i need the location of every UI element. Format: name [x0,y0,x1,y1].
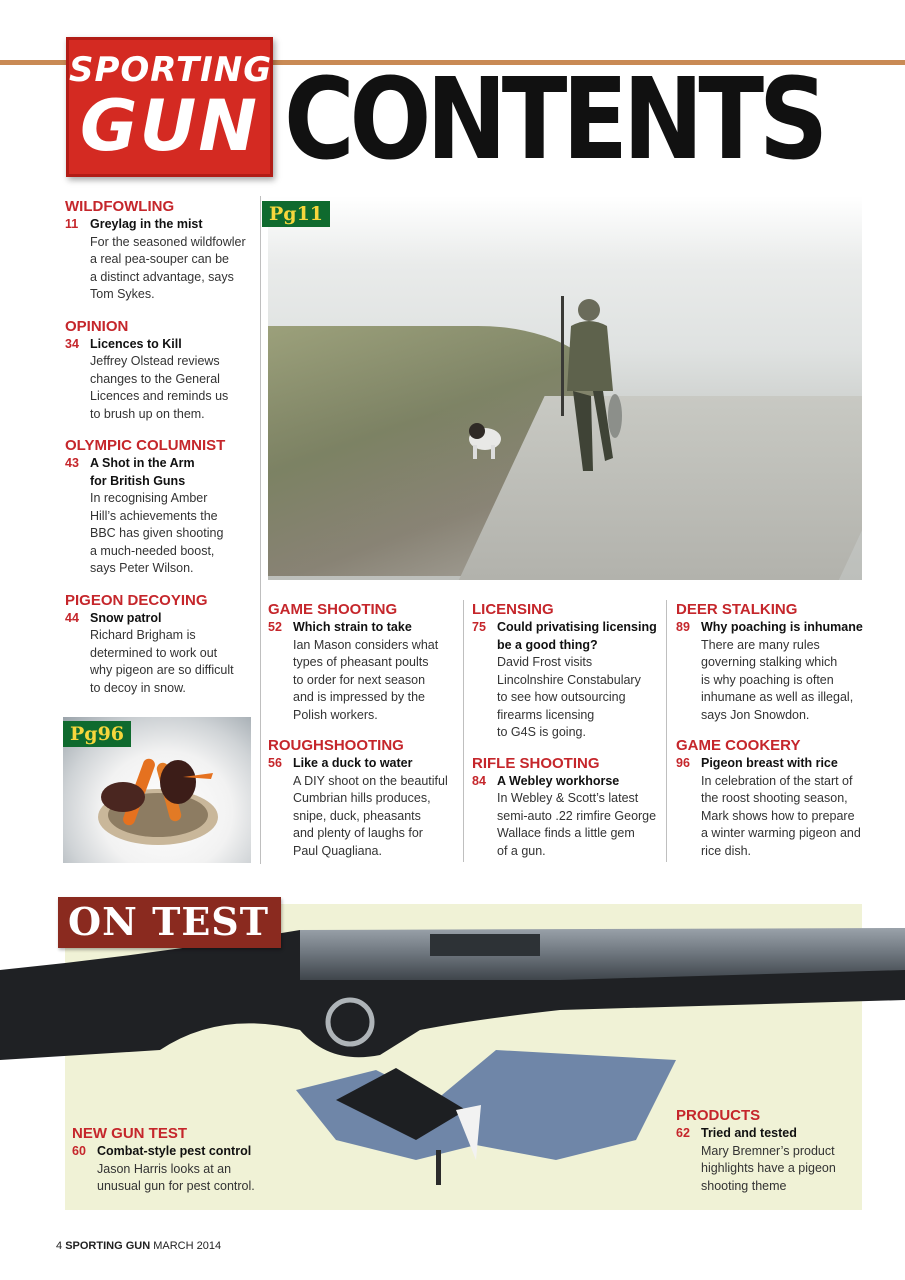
article-description: Lincolnshire Constabulary [497,672,641,687]
divider [260,196,261,864]
article-description: a winter warming pigeon and [701,826,861,840]
article-description: shooting theme [701,1178,787,1193]
contents-entry [65,318,255,424]
left-column [65,198,255,711]
contents-entry [65,437,255,578]
section-heading: PRODUCTS [676,1107,761,1124]
article-description: snipe, duck, pheasants [293,808,421,823]
article-title-line-2: be a good thing? [497,637,598,652]
article-description: Mark shows how to prepare [701,808,855,823]
article-description: BBC has given shooting [90,526,224,540]
logo-line-2: GUN [80,85,259,167]
article-description: Richard Brigham is [90,628,196,642]
article-description: Tom Sykes. [90,287,155,301]
article-description: changes to the General [90,371,220,386]
article-description: David Frost visits [497,655,593,669]
article-title: Why poaching is inhumane [701,620,863,634]
article-description: Cumbrian hills produces, [293,791,431,805]
article-description: rice dish. [701,843,752,858]
magazine-name: SPORTING GUN [65,1240,151,1252]
middle-column-3 [676,601,876,873]
article-description: Polish workers. [293,707,378,722]
article-description: to see how outsourcing [497,690,626,704]
page-number: 84 [472,773,486,788]
article-description: to decoy in snow. [90,680,186,695]
section-heading: LICENSING [472,601,554,618]
article-description: a much-needed boost, [90,543,215,558]
page-number: 43 [65,456,79,470]
section-heading: GAME SHOOTING [268,601,398,618]
article-description: says Jon Snowdon. [701,707,810,722]
article-description: Hill’s achievements the [90,508,218,523]
article-title: Greylag in the mist [90,217,203,231]
article-title-line-2: for British Guns [90,473,186,488]
article-description: determined to work out [90,645,218,660]
article-description: the roost shooting season, [701,791,848,805]
article-description: Mary Bremner’s product [701,1143,835,1158]
article-description: is why poaching is often [701,672,834,687]
contents-entry [72,1125,332,1196]
article-description: a distinct advantage, says [90,269,234,284]
logo-line-1: SPORTING [69,50,273,90]
page-footer [56,1240,221,1252]
article-description: In recognising Amber [90,491,208,505]
article-description: firearms licensing [497,707,595,722]
article-description: Jeffrey Olstead reviews [90,354,220,368]
article-description: governing stalking which [701,655,838,669]
contents-entry [676,737,876,860]
article-description: to G4S is going. [497,725,586,739]
page-number: 75 [472,620,486,634]
divider [666,600,667,862]
section-heading: OLYMPIC COLUMNIST [65,437,226,454]
contents-entry [676,1107,866,1195]
section-heading: RIFLE SHOOTING [472,754,600,772]
article-title: Licences to Kill [90,336,182,351]
article-description: Jason Harris looks at an [97,1161,232,1176]
section-heading: GAME COOKERY [676,737,801,754]
article-description: semi-auto .22 rimfire George [497,808,657,823]
article-description: to order for next season [293,672,426,687]
page-number: 34 [65,336,79,351]
section-heading: OPINION [65,317,129,335]
article-description: highlights have a pigeon [701,1161,836,1175]
page-number: 4 [56,1240,63,1252]
issue-date: MARCH 2014 [153,1240,222,1252]
hunter-figure [553,296,623,476]
article-title: Combat-style pest control [97,1144,252,1158]
page-number: 11 [65,217,79,231]
article-description: Paul Quagliana. [293,843,382,858]
article-title: A Shot in the Arm [90,456,195,470]
contents-entry [268,737,458,860]
article-description: In Webley & Scott’s latest [497,791,639,805]
divider [463,600,464,862]
pigeon-decoy-illustration [296,1050,676,1190]
section-heading: DEER STALKING [676,601,798,618]
contents-entry [472,755,662,861]
page-title: CONTENTS [284,55,824,185]
section-heading: NEW GUN TEST [72,1125,187,1142]
article-description: A DIY shoot on the beautiful [293,773,448,788]
article-description: of a gun. [497,843,546,858]
article-description: inhumane as well as illegal, [701,690,854,704]
article-title: Pigeon breast with rice [701,756,838,770]
article-title: Could privatising licensing [497,620,657,634]
article-description: For the seasoned wildfowler [90,234,246,249]
article-title: Like a duck to water [293,756,413,770]
page-number: 89 [676,620,690,634]
dog-figure [463,421,508,461]
page-number: 56 [268,756,282,770]
article-description: In celebration of the start of [701,773,853,788]
article-description: and is impressed by the [293,690,426,704]
new-gun-test-block [72,1125,332,1196]
article-description: Wallace finds a little gem [497,826,635,840]
article-title: Snow patrol [90,610,162,625]
article-description: says Peter Wilson. [90,561,194,575]
article-title: Which strain to take [293,620,412,634]
page-number: 44 [65,610,79,625]
wildfowling-photo [268,196,862,580]
contents-entry [65,198,255,304]
page-badge-96: Pg96 [63,721,131,747]
article-description: Ian Mason considers what [293,637,439,652]
on-test-label: ON TEST [58,897,281,948]
page-number: 62 [676,1126,690,1140]
contents-entry [268,601,458,724]
section-heading: PIGEON DECOYING [65,591,208,609]
page-number: 96 [676,756,690,770]
article-description: why pigeon are so difficult [90,663,234,677]
article-title: Tried and tested [701,1126,797,1140]
dish-illustration [83,737,243,857]
article-description: a real pea-souper can be [90,252,229,266]
contents-entry [65,592,255,698]
sporting-gun-logo [66,37,273,177]
article-description: to brush up on them. [90,406,205,421]
article-description: and plenty of laughs for [293,826,423,840]
page-number: 52 [268,620,282,634]
article-description: There are many rules [701,637,820,652]
section-heading: WILDFOWLING [65,198,175,215]
products-block [676,1107,866,1195]
section-heading: ROUGHSHOOTING [268,737,404,754]
middle-column-2 [472,601,662,873]
article-description: unusual gun for pest control. [97,1179,255,1193]
article-description: Licences and reminds us [90,389,229,403]
article-description: types of pheasant poults [293,655,429,669]
article-title: A Webley workhorse [497,773,620,788]
page-number: 60 [72,1144,86,1158]
contents-entry [676,601,876,724]
contents-entry [472,601,662,742]
middle-column-1 [268,601,458,873]
page-badge-11: Pg11 [262,201,330,227]
